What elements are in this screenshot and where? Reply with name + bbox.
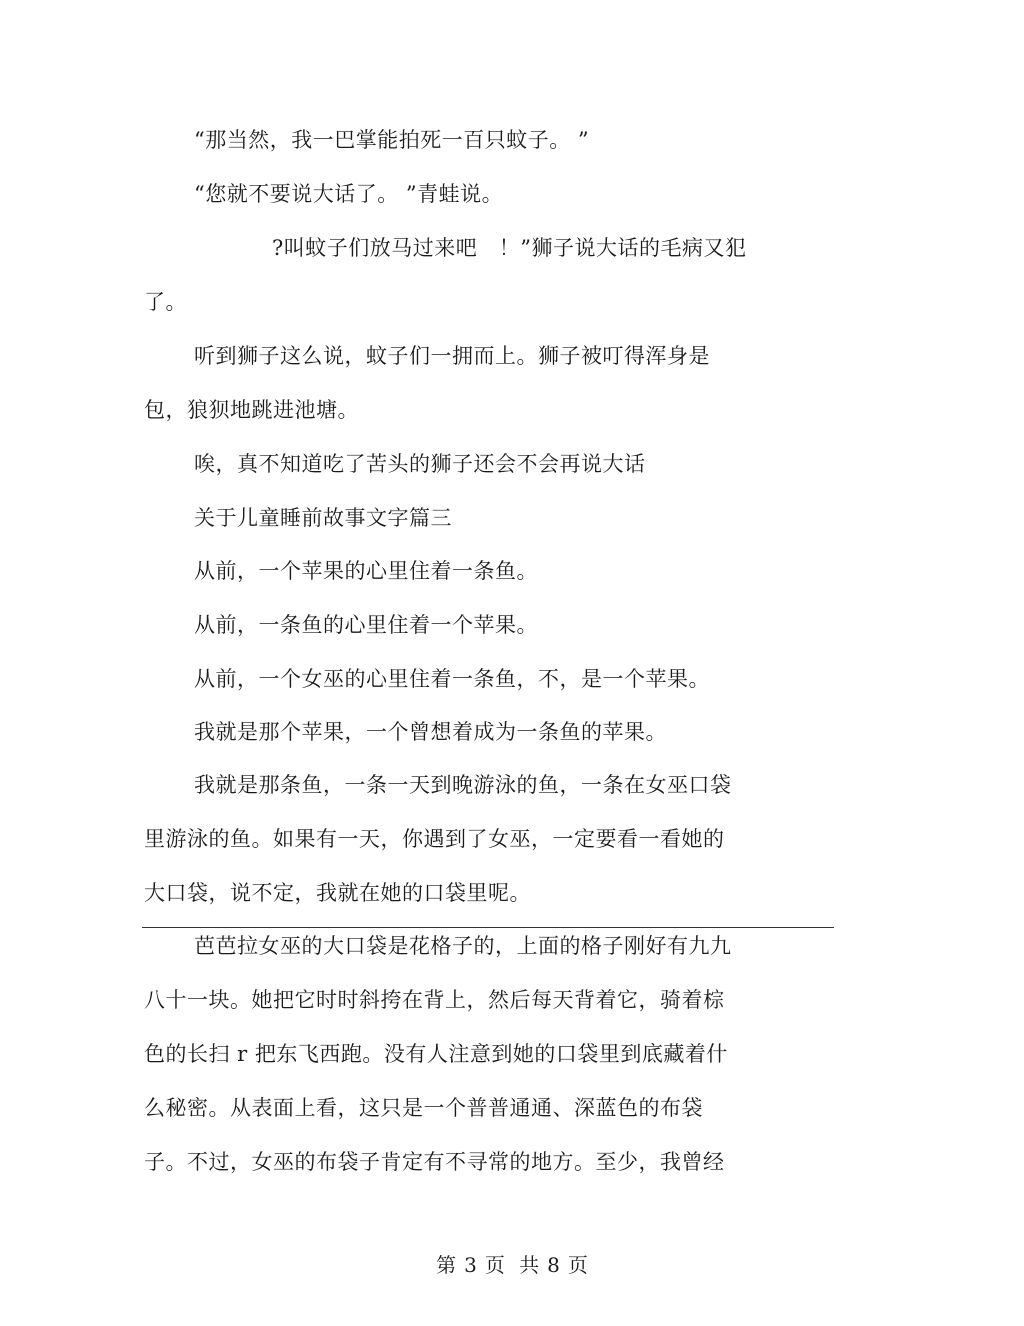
- text-line: 八十一块。她把它时时斜挎在背上，然后每天背着它，骑着棕: [144, 988, 725, 1012]
- text-line: 么秘密。从表面上看，这只是一个普普通通、深蓝色的布袋: [144, 1096, 703, 1120]
- total-unit: 页: [567, 1253, 588, 1277]
- text-line: 从前，一个苹果的心里住着一条鱼。: [194, 559, 538, 583]
- text-line: 从前，一条鱼的心里住着一个苹果。: [194, 613, 538, 637]
- page-footer: [0, 1252, 1024, 1278]
- text-line: 听到狮子这么说，蚊子们一拥而上。狮子被叮得浑身是: [194, 344, 710, 368]
- text-line: 了。: [144, 290, 187, 314]
- text-line: 我就是那个苹果，一个曾想着成为一条鱼的苹果。: [194, 720, 667, 744]
- text-line: ?叫蚊子们放马过来吧 ！”狮子说大话的毛病又犯: [272, 236, 747, 260]
- section-heading: 关于儿童睡前故事文字篇三: [194, 506, 452, 530]
- text-line: “您就不要说大话了。 ”青蛙说。: [194, 182, 504, 206]
- page-unit: 页: [484, 1253, 505, 1277]
- horizontal-rule: [142, 927, 834, 928]
- footer-total-prefix: 共: [519, 1253, 540, 1277]
- text-line: 子。不过，女巫的布袋子肯定有不寻常的地方。至少，我曾经: [144, 1150, 725, 1174]
- text-line: 里游泳的鱼。如果有一天，你遇到了女巫，一定要看一看她的: [144, 827, 725, 851]
- text-line: 芭芭拉女巫的大口袋是花格子的，上面的格子刚好有九九: [194, 934, 732, 958]
- text-line: “那当然，我一巴掌能拍死一百只蚊子。 ”: [194, 128, 590, 152]
- text-line: 我就是那条鱼，一条一天到晚游泳的鱼，一条在女巫口袋: [194, 773, 732, 797]
- page-number: 3: [464, 1253, 477, 1277]
- text-line: 大口袋，说不定，我就在她的口袋里呢。: [144, 881, 531, 905]
- text-line: 唉，真不知道吃了苦头的狮子还会不会再说大话: [194, 452, 646, 476]
- text-line: 色的长扫 r 把东飞西跑。没有人注意到她的口袋里到底藏着什: [144, 1042, 728, 1066]
- footer-prefix: 第: [436, 1253, 457, 1277]
- total-pages: 8: [547, 1253, 560, 1277]
- text-line: 包，狼狈地跳进池塘。: [144, 398, 359, 422]
- text-line: 从前，一个女巫的心里住着一条鱼，不，是一个苹果。: [194, 667, 710, 691]
